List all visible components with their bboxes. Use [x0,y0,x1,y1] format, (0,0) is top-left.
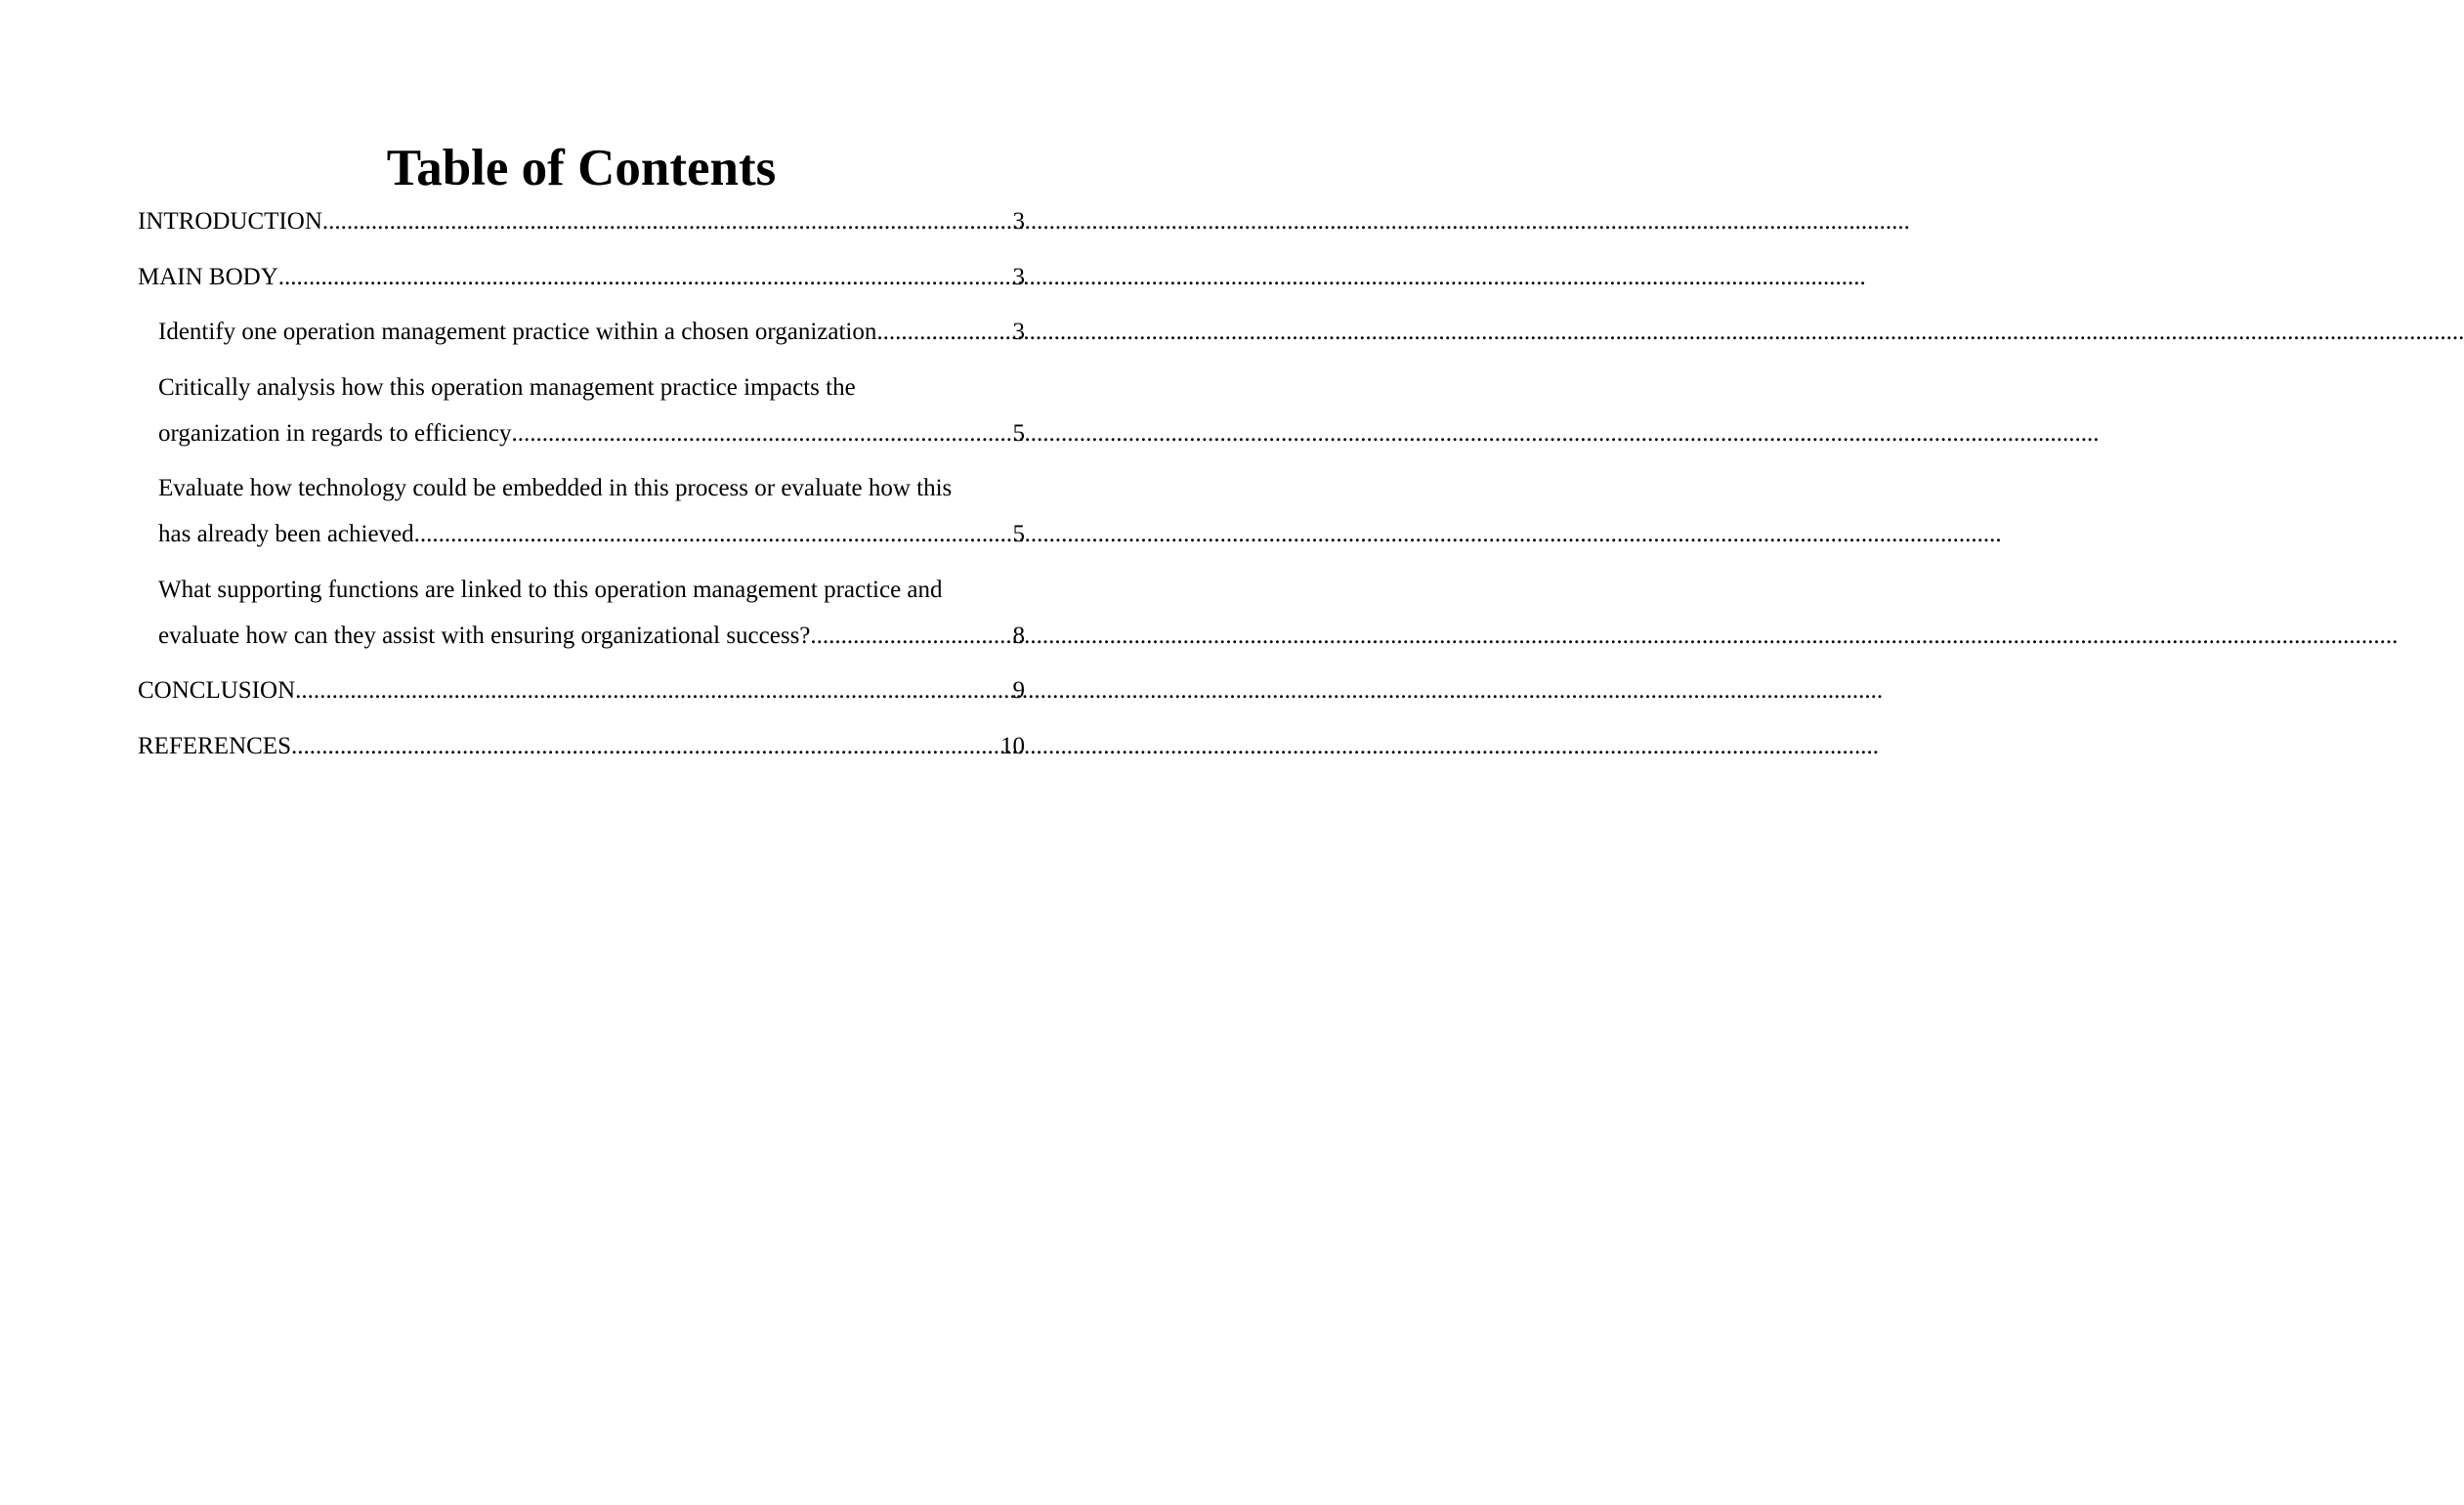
toc-page-number: 9 [1012,677,1025,704]
toc-entry-main-body[interactable] [138,254,1025,300]
dot-leader [295,667,1012,713]
dot-leader [414,511,1013,557]
toc-entry-line [138,198,1025,244]
toc-entry-technology[interactable] [138,465,1025,557]
toc-entry-label: REFERENCES [138,732,291,759]
toc-entry-line [138,723,1025,769]
dot-leader [291,723,1000,769]
toc-entry-line [158,511,1025,557]
toc-page-number: 8 [1012,622,1025,649]
dot-leader [322,198,1013,244]
toc-page-number: 3 [1012,208,1025,235]
toc-entry-label-line-1: Evaluate how technology could be embedded in this process or evaluate how this [158,475,953,501]
toc-entry-label-line-2: evaluate how can they assist with ensuring organizational success? [158,622,811,649]
toc-entry-label: MAIN BODY [138,263,278,290]
toc-entry-introduction[interactable] [138,198,1025,244]
toc-page-number: 3 [1012,263,1025,290]
page-title: Table of Contents [386,140,777,196]
dot-leader [278,254,1013,300]
toc-page-number: 5 [1012,521,1025,547]
toc-entry-references[interactable] [138,723,1025,769]
toc-entry-identify-practice[interactable] [138,309,1025,355]
toc-page-number: 5 [1012,419,1025,447]
toc-entry-label: Identify one operation management practice within a chosen organization [158,319,877,345]
toc-entry-supporting-functions[interactable] [138,567,1025,659]
toc-entry-line [158,613,1025,659]
dot-leader [511,410,1012,456]
toc-entry-label: INTRODUCTION [138,208,322,235]
toc-entry-label-line-1: What supporting functions are linked to this operation management practice and [158,576,943,603]
toc-entry-label-line-2: has already been achieved [158,521,414,547]
toc-entry-critical-analysis[interactable] [138,365,1025,456]
dot-leader [810,613,1012,659]
toc-entry-line [158,410,1025,456]
document-page [0,0,1163,1505]
toc-entry-label-line-2: organization in regards to efficiency [158,419,512,447]
toc-entry-line [138,254,1025,300]
table-of-contents [138,198,1025,778]
toc-entry-conclusion[interactable] [138,667,1025,713]
toc-entry-line [158,309,1025,355]
toc-entry-label: CONCLUSION [138,677,296,704]
toc-entry-line [138,667,1025,713]
toc-page-number: 3 [1012,319,1025,345]
toc-entry-label-line-1: Critically analysis how this operation management practice impacts the [158,373,856,401]
dot-leader [876,309,1012,355]
toc-page-number: 10 [1000,732,1025,759]
